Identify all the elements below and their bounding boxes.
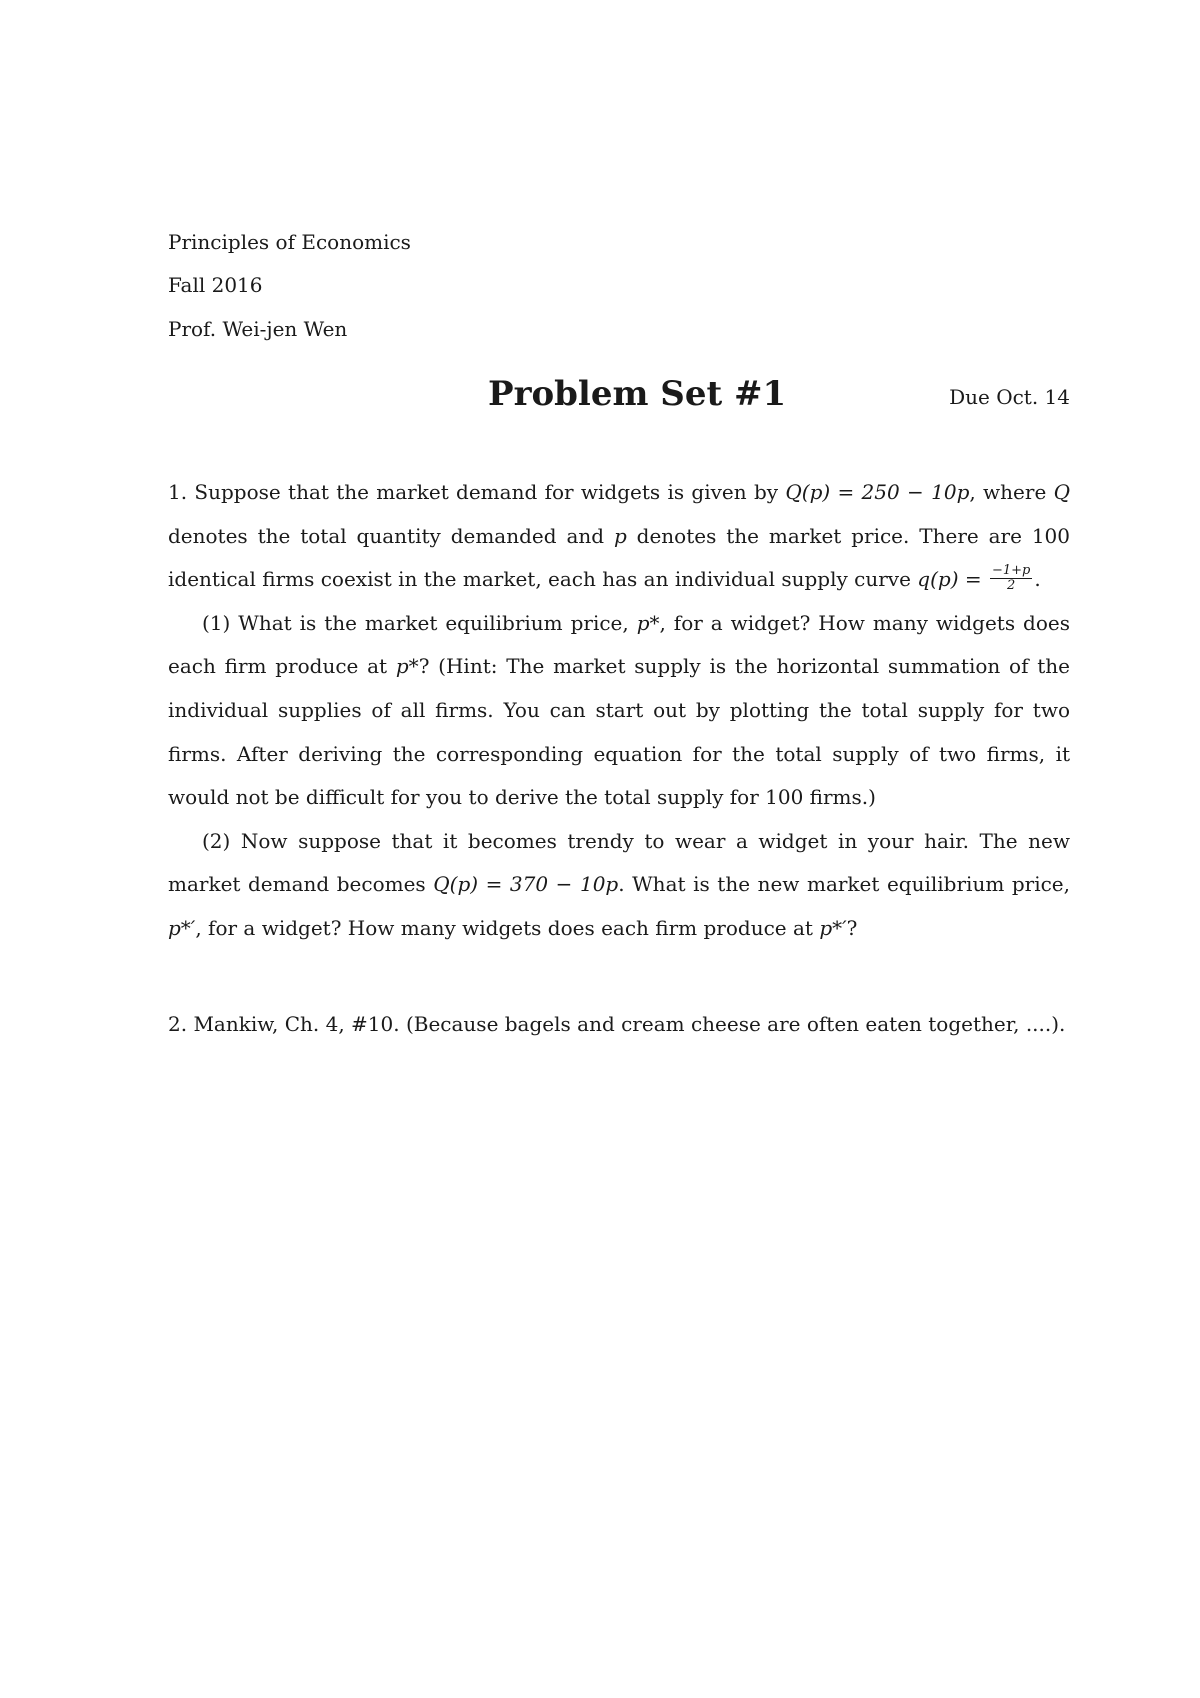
- course-name: Principles of Economics: [168, 230, 411, 254]
- quantity-symbol: Q: [1053, 480, 1070, 504]
- due-date: Due Oct. 14: [949, 385, 1070, 409]
- price-symbol: p: [613, 523, 627, 548]
- part-2: [168, 820, 1070, 951]
- part-2-text: , for a widget? How many widgets does each firm produce at: [195, 915, 820, 940]
- question-2-text: 2. Mankiw, Ch. 4, #10. (Because bagels and cream cheese are often eaten together, ....).: [168, 1012, 1066, 1036]
- professor-name: Prof. Wei-jen Wen: [168, 317, 348, 341]
- fraction-numerator: −1+p: [991, 563, 1031, 579]
- part-1: [168, 602, 1070, 820]
- new-equilibrium-price-symbol: p*′: [168, 915, 196, 940]
- question-1-text: .: [1034, 567, 1041, 592]
- part-2-text: ?: [846, 915, 858, 940]
- demand-equation: Q(p) = 250 − 10p: [785, 480, 970, 504]
- equilibrium-price-symbol: p*: [636, 610, 660, 635]
- part-1-text: , for a widget? How many widgets does each firm produce at: [168, 610, 1071, 679]
- equilibrium-price-symbol: p*: [395, 654, 419, 679]
- question-1-text: denotes the market price. There are 100 identical firms coexist in the market, each has an individual supply curve: [168, 523, 1070, 592]
- page-title: Problem Set #1: [488, 374, 787, 414]
- question-1-intro: [168, 471, 1070, 602]
- question-1-text: 1. Suppose that the market demand for widgets is given by: [168, 480, 786, 504]
- part-2-text: (2) Now suppose that it becomes trendy to wear a widget in your hair. The new market demand becomes: [168, 828, 1070, 897]
- part-2-text: . What is the new market equilibrium price,: [618, 872, 1070, 897]
- question-1-text: , where: [969, 480, 1054, 504]
- new-demand-equation: Q(p) = 370 − 10p: [433, 872, 619, 897]
- new-equilibrium-price-symbol: p*′: [819, 915, 847, 940]
- supply-equation: q(p) =: [917, 567, 982, 592]
- question-1: [168, 471, 1070, 951]
- question-1-text: denotes the total quantity demanded and: [168, 523, 614, 548]
- part-1-text: ? (Hint: The market supply is the horizontal summation of the individual supplies of all firms. You can start out by plotting the total supply for two firms. After deriving the corresponding equation for the total supply of two firms, it would not be difficult for you to derive the total supply for 100 firms.): [168, 654, 1070, 810]
- fraction-denominator: 2: [1007, 578, 1016, 594]
- part-1-text: (1) What is the market equilibrium price,: [202, 610, 637, 635]
- term: Fall 2016: [168, 273, 263, 297]
- supply-fraction: [990, 564, 1032, 593]
- question-2: [168, 1003, 1070, 1047]
